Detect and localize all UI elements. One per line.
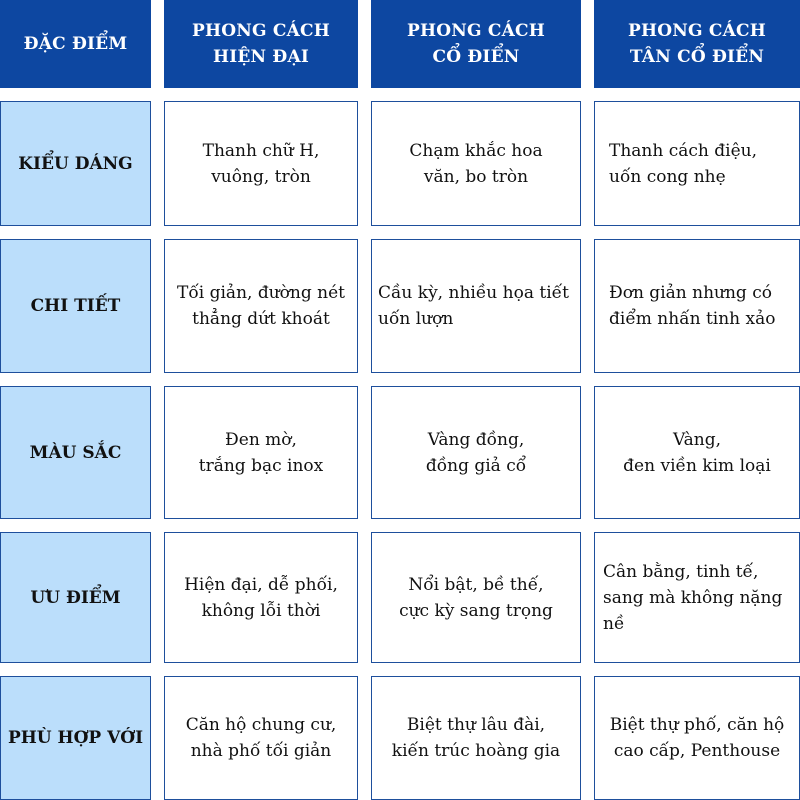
cell-suitable-neoclassic: Biệt thự phố, căn hộ cao cấp, Penthouse — [594, 676, 800, 800]
cell-shape-modern: Thanh chữ H, vuông, tròn — [164, 101, 358, 226]
header-classic-style: PHONG CÁCH CỔ ĐIỂN — [371, 0, 581, 88]
row-label-colors: MÀU SẮC — [0, 386, 151, 519]
row-label-shape: KIỂU DÁNG — [0, 101, 151, 226]
cell-details-neoclassic: Đơn giản nhưng có điểm nhấn tinh xảo — [594, 239, 800, 373]
cell-colors-classic: Vàng đồng, đồng giả cổ — [371, 386, 581, 519]
cell-shape-neoclassic: Thanh cách điệu, uốn cong nhẹ — [594, 101, 800, 226]
cell-advantages-classic: Nổi bật, bề thế, cực kỳ sang trọng — [371, 532, 581, 663]
header-neoclassic-style: PHONG CÁCH TÂN CỔ ĐIỂN — [594, 0, 800, 88]
cell-details-classic: Cầu kỳ, nhiều họa tiết uốn lượn — [371, 239, 581, 373]
cell-advantages-neoclassic: Cân bằng, tinh tế, sang mà không nặng nề — [594, 532, 800, 663]
cell-colors-neoclassic: Vàng, đen viền kim loại — [594, 386, 800, 519]
cell-suitable-classic: Biệt thự lâu đài, kiến trúc hoàng gia — [371, 676, 581, 800]
header-modern-style: PHONG CÁCH HIỆN ĐẠI — [164, 0, 358, 88]
row-label-suitable-for: PHÙ HỢP VỚI — [0, 676, 151, 800]
cell-details-modern: Tối giản, đường nét thẳng dứt khoát — [164, 239, 358, 373]
cell-advantages-modern: Hiện đại, dễ phối, không lỗi thời — [164, 532, 358, 663]
header-feature: ĐẶC ĐIỂM — [0, 0, 151, 88]
cell-suitable-modern: Căn hộ chung cư, nhà phố tối giản — [164, 676, 358, 800]
row-label-details: CHI TIẾT — [0, 239, 151, 373]
row-label-advantages: ƯU ĐIỂM — [0, 532, 151, 663]
cell-shape-classic: Chạm khắc hoa văn, bo tròn — [371, 101, 581, 226]
cell-colors-modern: Đen mờ, trắng bạc inox — [164, 386, 358, 519]
